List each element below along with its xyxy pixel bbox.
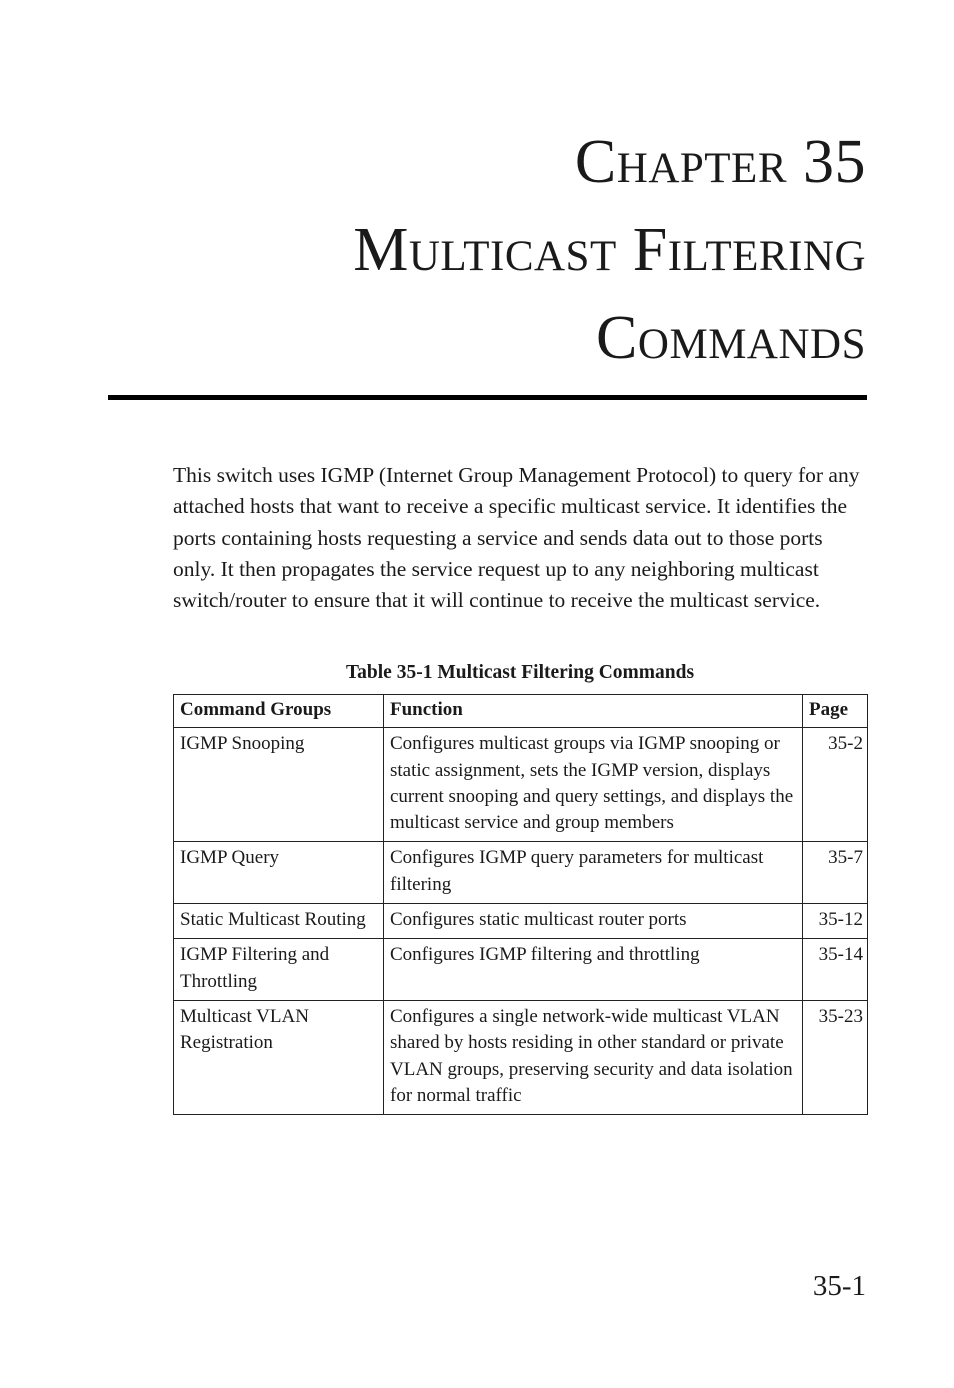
row-command-group: IGMP Filtering and Throttling xyxy=(174,939,384,1001)
row-function: Configures IGMP filtering and throttling xyxy=(384,939,803,1001)
chapter-heading xyxy=(353,118,866,382)
row-function: Configures IGMP query parameters for multicast filtering xyxy=(384,842,803,904)
table-row xyxy=(174,728,868,842)
table-header-row xyxy=(174,695,868,728)
row-command-group: IGMP Snooping xyxy=(174,728,384,842)
commands-table xyxy=(173,694,868,1115)
row-page: 35-12 xyxy=(803,904,868,939)
chapter-number: Chapter 35 xyxy=(574,128,866,196)
row-function: Configures static multicast router ports xyxy=(384,904,803,939)
table-caption: Table 35-1 Multicast Filtering Commands xyxy=(345,662,695,683)
table-row xyxy=(174,842,868,904)
table-row xyxy=(174,904,868,939)
row-page: 35-23 xyxy=(803,1000,868,1114)
header-page: Page xyxy=(803,695,868,728)
row-page: 35-2 xyxy=(803,728,868,842)
page-number: 35-1 xyxy=(812,1270,866,1302)
intro-paragraph: This switch uses IGMP (Internet Group Management Protocol) to query for any attached hosts that want to receive a specific multicast service. It identifies the ports containing hosts requesting a service and sends data out to those ports only. It then propagates the service request up to any neighboring multicast switch/router to ensure that it will continue to receive the multicast service. xyxy=(173,463,860,613)
row-function: Configures a single network-wide multicast VLAN shared by hosts residing in other standard or private VLAN groups, preserving security and data isolation for normal traffic xyxy=(384,1000,803,1114)
heading-divider xyxy=(108,395,867,400)
chapter-title-line-1: Multicast Filtering xyxy=(353,216,866,284)
row-function: Configures multicast groups via IGMP snooping or static assignment, sets the IGMP version, displays current snooping and query settings, and displays the multicast service and group members xyxy=(384,728,803,842)
row-page: 35-14 xyxy=(803,939,868,1001)
table-row xyxy=(174,1000,868,1114)
chapter-title-line-2: Commands xyxy=(596,304,866,372)
row-command-group: Static Multicast Routing xyxy=(174,904,384,939)
row-page: 35-7 xyxy=(803,842,868,904)
header-function: Function xyxy=(384,695,803,728)
header-command-groups: Command Groups xyxy=(174,695,384,728)
row-command-group: IGMP Query xyxy=(174,842,384,904)
table-row xyxy=(174,939,868,1001)
row-command-group: Multicast VLAN Registration xyxy=(174,1000,384,1114)
